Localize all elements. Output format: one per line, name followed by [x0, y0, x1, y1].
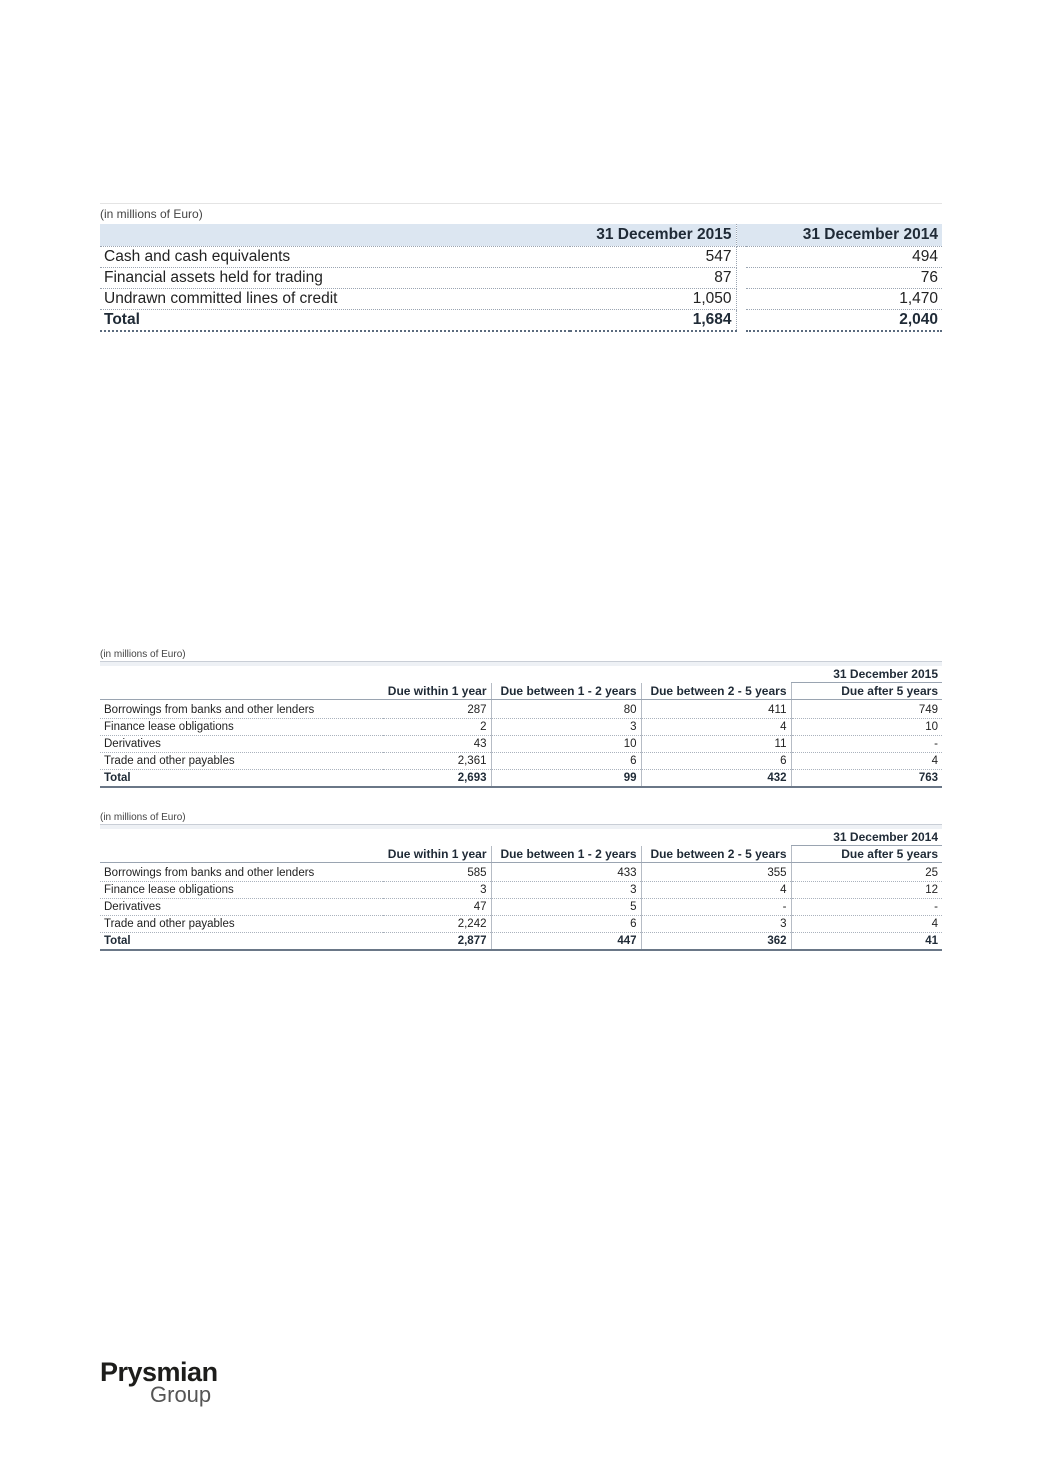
- value-2015: 87: [570, 268, 736, 289]
- column-header: Due between 1 - 2 years: [491, 846, 641, 863]
- total-label: Total: [100, 770, 383, 788]
- cell: -: [791, 899, 942, 916]
- logo-group: Group: [150, 1382, 212, 1407]
- total-label: Total: [100, 933, 383, 951]
- total-row: [100, 310, 942, 332]
- cell: 10: [491, 736, 641, 753]
- table-row: [100, 268, 942, 289]
- column-header-2014: 31 December 2014: [746, 224, 942, 247]
- value-2014: 76: [746, 268, 942, 289]
- row-label: Derivatives: [100, 736, 383, 753]
- cell: 10: [791, 719, 942, 736]
- row-label: Derivatives: [100, 899, 383, 916]
- column-header-row: [100, 846, 942, 863]
- cell: 2,361: [383, 753, 491, 770]
- value-2015: 1,050: [570, 289, 736, 310]
- cell: 4: [791, 916, 942, 933]
- row-label: Borrowings from banks and other lenders: [100, 863, 383, 882]
- date-header-row: [100, 666, 942, 683]
- cell: 433: [491, 863, 641, 882]
- cell: 4: [791, 753, 942, 770]
- total-2014: 2,040: [746, 310, 942, 332]
- column-header-row: [100, 683, 942, 700]
- cell: 355: [641, 863, 791, 882]
- row-label: Cash and cash equivalents: [100, 247, 570, 268]
- maturity-table-2014: [100, 811, 942, 951]
- cell: 4: [641, 882, 791, 899]
- unit-note: (in millions of Euro): [100, 203, 942, 224]
- cell: 3: [641, 916, 791, 933]
- liquidity-table: [100, 203, 942, 332]
- total-cell: 447: [491, 933, 641, 951]
- cell: 80: [491, 700, 641, 719]
- column-header: Due within 1 year: [383, 846, 491, 863]
- unit-note: (in millions of Euro): [100, 648, 942, 662]
- column-header: Due between 1 - 2 years: [491, 683, 641, 700]
- column-header: Due within 1 year: [383, 683, 491, 700]
- row-label: Trade and other payables: [100, 916, 383, 933]
- total-label: Total: [100, 310, 570, 332]
- table-row: [100, 916, 942, 933]
- cell: 585: [383, 863, 491, 882]
- row-label: Finance lease obligations: [100, 719, 383, 736]
- header-row: [100, 224, 942, 247]
- table-row: [100, 753, 942, 770]
- row-label: Financial assets held for trading: [100, 268, 570, 289]
- cell: -: [641, 899, 791, 916]
- total-row: [100, 933, 942, 951]
- total-cell: 41: [791, 933, 942, 951]
- cell: 4: [641, 719, 791, 736]
- date-header: 31 December 2015: [791, 666, 942, 683]
- table-row: [100, 899, 942, 916]
- value-2014: 494: [746, 247, 942, 268]
- total-cell: 763: [791, 770, 942, 788]
- cell: 6: [491, 753, 641, 770]
- column-header: Due between 2 - 5 years: [641, 846, 791, 863]
- row-label: Trade and other payables: [100, 753, 383, 770]
- cell: 287: [383, 700, 491, 719]
- table-row: [100, 247, 942, 268]
- table-row: [100, 882, 942, 899]
- date-header-row: [100, 829, 942, 846]
- unit-note: (in millions of Euro): [100, 811, 942, 825]
- total-row: [100, 770, 942, 788]
- row-label: Finance lease obligations: [100, 882, 383, 899]
- total-cell: 99: [491, 770, 641, 788]
- total-cell: 432: [641, 770, 791, 788]
- cell: 25: [791, 863, 942, 882]
- cell: 12: [791, 882, 942, 899]
- date-header: 31 December 2014: [791, 829, 942, 846]
- total-2015: 1,684: [570, 310, 736, 332]
- cell: 11: [641, 736, 791, 753]
- table-row: [100, 289, 942, 310]
- row-label: Borrowings from banks and other lenders: [100, 700, 383, 719]
- cell: 749: [791, 700, 942, 719]
- column-header-2015: 31 December 2015: [570, 224, 736, 247]
- logo-brand: Prysmian: [100, 1357, 218, 1387]
- cell: 411: [641, 700, 791, 719]
- column-header: Due after 5 years: [791, 846, 942, 863]
- total-cell: 2,693: [383, 770, 491, 788]
- total-cell: 362: [641, 933, 791, 951]
- cell: 6: [641, 753, 791, 770]
- table-row: [100, 863, 942, 882]
- value-2014: 1,470: [746, 289, 942, 310]
- cell: 6: [491, 916, 641, 933]
- cell: 3: [383, 882, 491, 899]
- maturity-table-2015: [100, 648, 942, 788]
- table-row: [100, 736, 942, 753]
- cell: 2,242: [383, 916, 491, 933]
- column-header: Due between 2 - 5 years: [641, 683, 791, 700]
- table-row: [100, 719, 942, 736]
- cell: -: [791, 736, 942, 753]
- row-label: Undrawn committed lines of credit: [100, 289, 570, 310]
- table-row: [100, 700, 942, 719]
- cell: 3: [491, 719, 641, 736]
- company-logo: [100, 1358, 240, 1418]
- column-header: Due after 5 years: [791, 683, 942, 700]
- cell: 3: [491, 882, 641, 899]
- value-2015: 547: [570, 247, 736, 268]
- cell: 2: [383, 719, 491, 736]
- cell: 5: [491, 899, 641, 916]
- total-cell: 2,877: [383, 933, 491, 951]
- cell: 43: [383, 736, 491, 753]
- cell: 47: [383, 899, 491, 916]
